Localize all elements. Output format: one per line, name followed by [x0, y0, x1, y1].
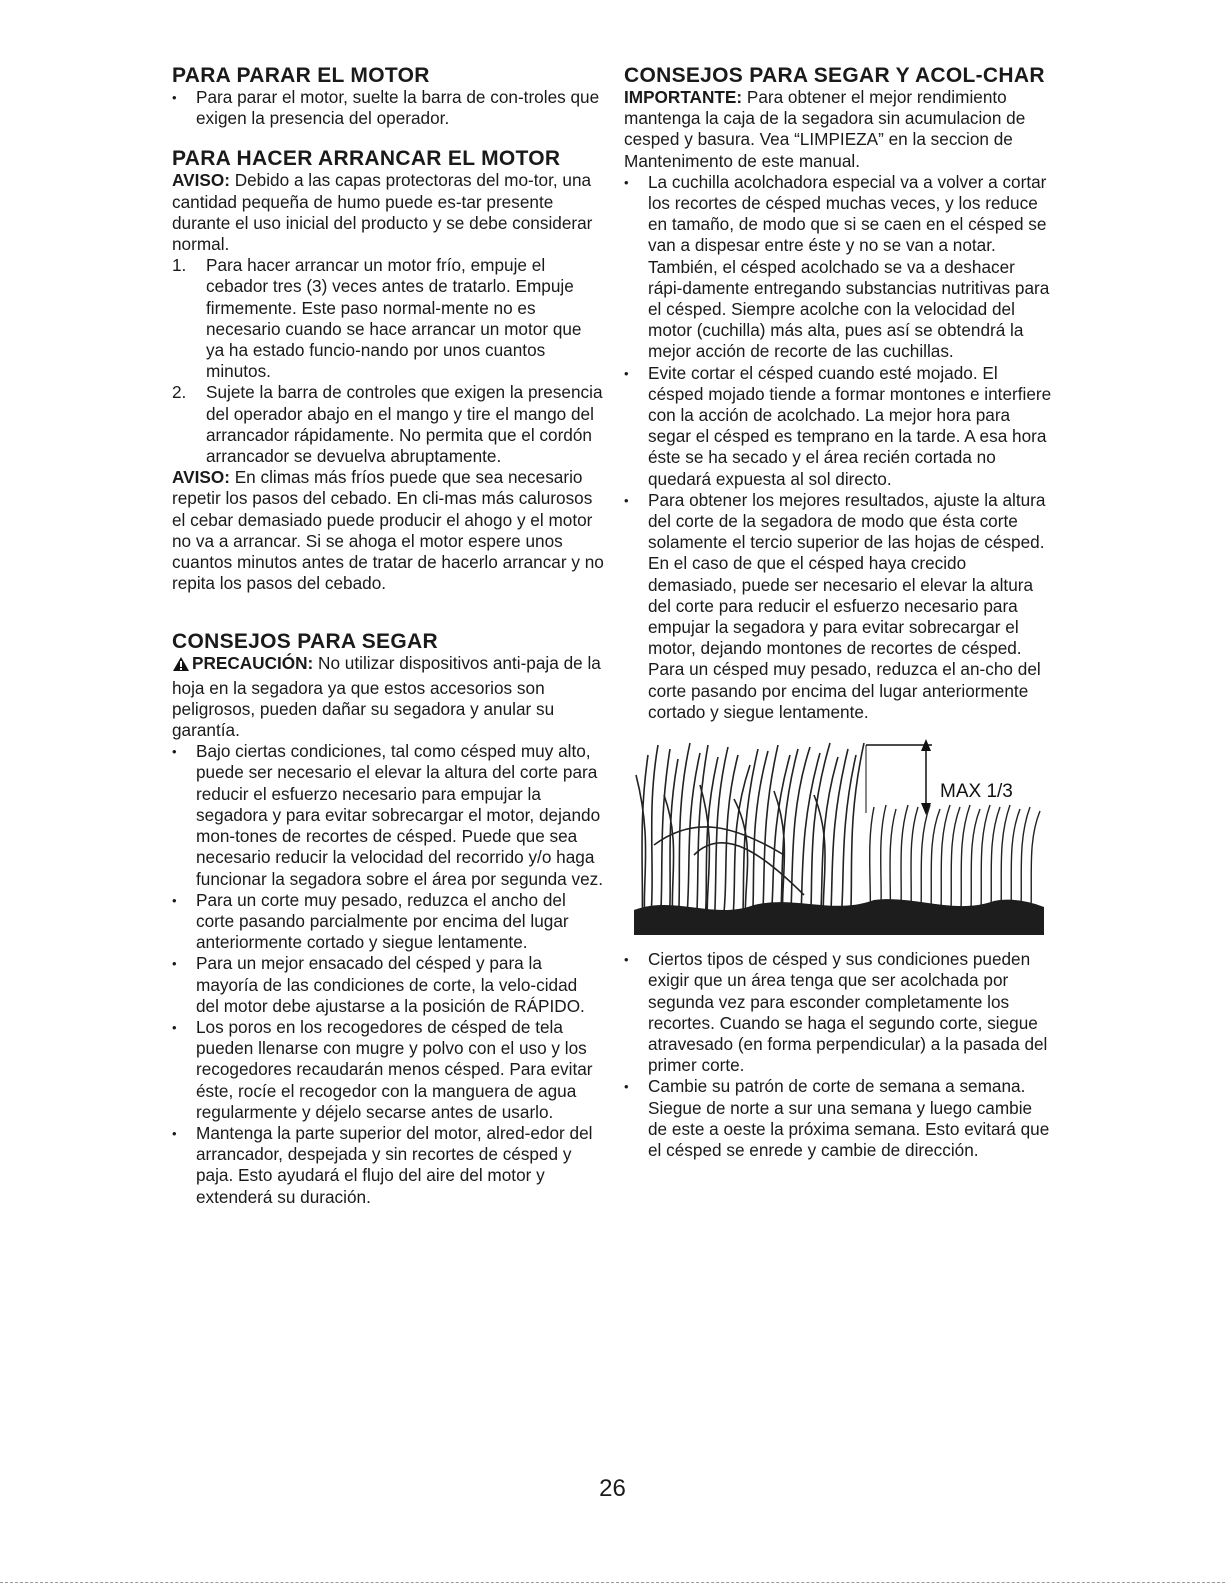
mowing-tips-heading: CONSEJOS PARA SEGAR [172, 630, 438, 654]
step-number: 1. [172, 255, 187, 276]
list-item: • Para un corte muy pesado, reduzca el ancho del corte pasando parcialmente por encima del lugar anteriormente cortado y siegue lentamente. [172, 890, 604, 954]
stop-engine-list [172, 87, 604, 129]
page-number: 26 [599, 1475, 626, 1502]
grass-illustration-icon [634, 735, 1044, 935]
list-item: • Mantenga la parte superior del motor, alred-edor del arrancador, despejada y sin recortes de césped y paja. Esto ayudará el flujo del aire del motor y extenderá su duración. [172, 1123, 604, 1208]
notice-text: Debido a las capas protectoras del mo-tor, una cantidad pequeña de humo puede es-tar presente durante el uso inicial del producto y se debe considerar normal. [172, 170, 593, 255]
notice-label: AVISO: [172, 170, 230, 191]
list-item: • La cuchilla acolchadora especial va a volver a cortar los recortes de césped muchas veces, y los reduce en tamaño, de modo que si se caen en el césped se van a dispesar entre éste y no se van a notar. También, el césped acolchado se va a deshacer rápi-damente entregando substancias nutritivas para el césped. Siempre acolche con la velocidad del motor (cuchilla) más alta, pues así se obtendrá la mejor acción de recorte de las cuchillas. [624, 172, 1052, 363]
list-item: • Para un mejor ensacado del césped y para la mayoría de las condiciones de corte, la velo-cidad del motor debe ajustarse a la posición de RÁPIDO. [172, 953, 604, 1017]
step-item [172, 382, 604, 467]
mulching-tips-list-continued [624, 949, 1052, 1161]
right-column [624, 64, 1052, 1161]
bottom-divider [0, 1582, 1225, 1583]
start-steps-list [172, 255, 604, 467]
left-column [172, 64, 604, 1208]
list-item: • Ciertos tipos de césped y sus condiciones pueden exigir que un área tenga que ser acolchada por segunda vez para esconder completamente los recortes. Cuando se haga el segundo corte, siegue atravesado (en forma perpendicular) a la pasada del primer corte. [624, 949, 1052, 1076]
step-text: Sujete la barra de controles que exigen la presencia del operador abajo en el mango y tire el mango del arrancador rápidamente. No permita que el cordón arrancador se devuelva abruptamente. [206, 382, 603, 467]
warning-triangle-icon [172, 656, 190, 677]
list-item: • Los poros en los recogedores de césped de tela pueden llenarse con mugre y polvo con el uso y los recogedores recaudarán menos césped. Para evitar éste, rocíe el recogedor con la manguera de agua regularmente y déjelo secarse antes de usarlo. [172, 1017, 604, 1123]
mowing-tips-list [172, 741, 604, 1207]
notice-paragraph [172, 467, 604, 594]
caution-paragraph [172, 653, 604, 741]
notice-label: AVISO: [172, 467, 230, 488]
max-one-third-label: MAX 1/3 [940, 781, 1013, 803]
step-text: Para hacer arrancar un motor frío, empuje el cebador tres (3) veces antes de tratarlo. Empuje firmemente. Este paso normal-mente no es necesario cuando se hace arrancar un motor que ya ha estado funcio-nando por unos cuantos minutos. [206, 255, 582, 382]
mulching-tips-list [624, 172, 1052, 723]
caution-label: PRECAUCIÓN: [192, 653, 314, 674]
list-item: • Para parar el motor, suelte la barra de con-troles que exigen la presencia del operador. [172, 87, 604, 129]
list-item: • Para obtener los mejores resultados, ajuste la altura del corte de la segadora de modo que ésta corte solamente el tercio superior de las hojas de césped. En el caso de que el césped haya crecido demasiado, puede ser necesario el elevar la altura del corte para reducir el esfuerzo necesario para empujar la segadora y para evitar sobrecargar el motor, dejando montones de recortes de césped. Para un césped muy pesado, reduzca el an-cho del corte pasando por encima del lugar anteriormente cortado y siegue lentamente. [624, 490, 1052, 723]
grass-cut-height-illustration [634, 735, 1044, 935]
important-label: IMPORTANTE: [624, 87, 743, 107]
mulching-tips-heading: CONSEJOS PARA SEGAR Y ACOL-CHAR [624, 64, 1045, 87]
start-engine-heading: PARA HACER ARRANCAR EL MOTOR [172, 147, 561, 171]
notice-text: En climas más fríos puede que sea necesario repetir los pasos del cebado. En cli-mas más calurosos el cebar demasiado puede producir el ahogo y el motor no va a arrancar. Si se ahoga el motor espere unos cuantos minutos antes de tratar de hacerlo arrancar y no repita los pasos del cebado. [172, 467, 604, 594]
list-item: • Evite cortar el césped cuando esté mojado. El césped mojado tiende a formar montones e interfiere con la acción de acolchado. La mejor hora para segar el césped es temprano en la tarde. A esa hora éste se ha secado y el área recién cortada no quedará expuesta al sol directo. [624, 363, 1052, 490]
list-item: • Bajo ciertas condiciones, tal como césped muy alto, puede ser necesario el elevar la altura del corte para reducir el esfuerzo necesario para empujar la segadora y para evitar sobrecargar el motor, dejando mon-tones de recortes de césped. Puede que sea necesario reducir la velocidad del recorrido y/o haga funcionar la segadora sobre el área por segunda vez. [172, 741, 604, 889]
stop-engine-heading: PARA PARAR EL MOTOR [172, 64, 430, 87]
important-text: Para obtener el mejor rendimiento mantenga la caja de la segadora sin acumulacion de cesped y basura. Vea “LIMPIEZA” en la seccion de Mantenimento de este manual. [624, 87, 1026, 171]
caution-text: No utilizar dispositivos anti-paja de la hoja en la segadora ya que estos accesorios son peligrosos, pueden dañar su segadora y anular su garantía. [172, 653, 601, 741]
step-item [172, 255, 604, 382]
notice-paragraph [172, 170, 604, 255]
step-number: 2. [172, 382, 187, 403]
list-item: • Cambie su patrón de corte de semana a semana. Siegue de norte a sur una semana y luego cambie de este a oeste la próxima semana. Esto evitará que el césped se enrede y cambie de dirección. [624, 1076, 1052, 1161]
important-paragraph [624, 87, 1052, 172]
